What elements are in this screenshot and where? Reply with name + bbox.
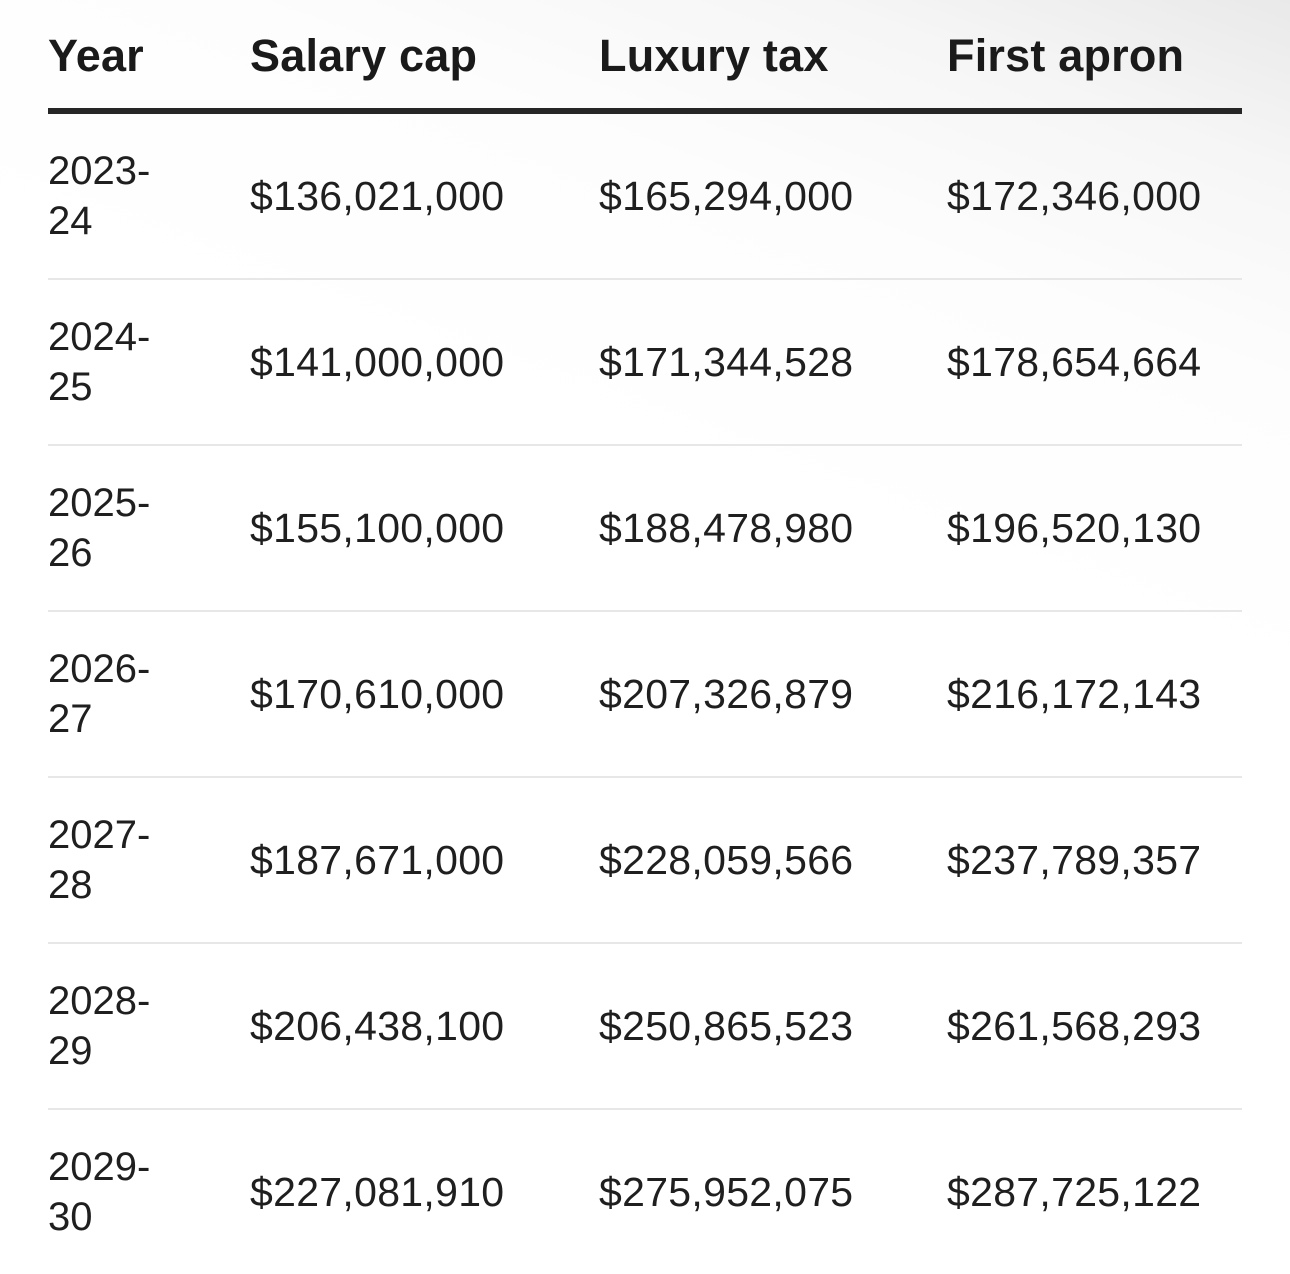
year-end: 24 [48,199,93,243]
year-start: 2028- [48,979,151,1023]
header-first-apron[interactable]: First apron [947,30,1185,81]
year-end: 25 [48,365,93,409]
first-apron-cell: $178,654,664 [947,338,1202,385]
salary-cap-table [48,0,1242,1274]
year-start: 2024- [48,315,151,359]
year-start: 2025- [48,481,151,525]
first-apron-cell: $237,789,357 [947,836,1202,883]
header-salary-cap[interactable]: Salary cap [250,30,478,81]
table-header-row [48,0,1242,114]
year-start: 2029- [48,1145,151,1189]
header-luxury-tax[interactable]: Luxury tax [599,30,829,81]
first-apron-cell: $287,725,122 [947,1168,1202,1215]
salary-cap-cell: $155,100,000 [250,504,505,551]
table-row [48,114,1242,280]
luxury-tax-cell: $228,059,566 [599,836,854,883]
year-cell [48,146,250,246]
luxury-tax-cell: $171,344,528 [599,338,854,385]
luxury-tax-cell: $207,326,879 [599,670,854,717]
table-row [48,1110,1242,1274]
luxury-tax-cell: $165,294,000 [599,172,854,219]
salary-cap-cell: $136,021,000 [250,172,505,219]
first-apron-cell: $196,520,130 [947,504,1202,551]
luxury-tax-cell: $275,952,075 [599,1168,854,1215]
salary-cap-cell: $206,438,100 [250,1002,505,1049]
year-cell [48,976,250,1076]
first-apron-cell: $261,568,293 [947,1002,1202,1049]
table-row [48,446,1242,612]
salary-cap-cell: $141,000,000 [250,338,505,385]
year-end: 29 [48,1029,93,1073]
year-start: 2027- [48,813,151,857]
table-row [48,944,1242,1110]
year-cell [48,478,250,578]
salary-cap-cell: $170,610,000 [250,670,505,717]
year-cell [48,644,250,744]
table-row [48,778,1242,944]
year-cell [48,810,250,910]
year-end: 27 [48,697,93,741]
salary-cap-cell: $227,081,910 [250,1168,505,1215]
year-end: 28 [48,863,93,907]
year-cell [48,312,250,412]
header-year[interactable]: Year [48,30,144,81]
year-start: 2023- [48,149,151,193]
first-apron-cell: $216,172,143 [947,670,1202,717]
table-row [48,612,1242,778]
year-end: 30 [48,1195,93,1239]
salary-cap-cell: $187,671,000 [250,836,505,883]
first-apron-cell: $172,346,000 [947,172,1202,219]
year-start: 2026- [48,647,151,691]
table-row [48,280,1242,446]
year-end: 26 [48,531,93,575]
luxury-tax-cell: $188,478,980 [599,504,854,551]
year-cell [48,1142,250,1242]
luxury-tax-cell: $250,865,523 [599,1002,854,1049]
